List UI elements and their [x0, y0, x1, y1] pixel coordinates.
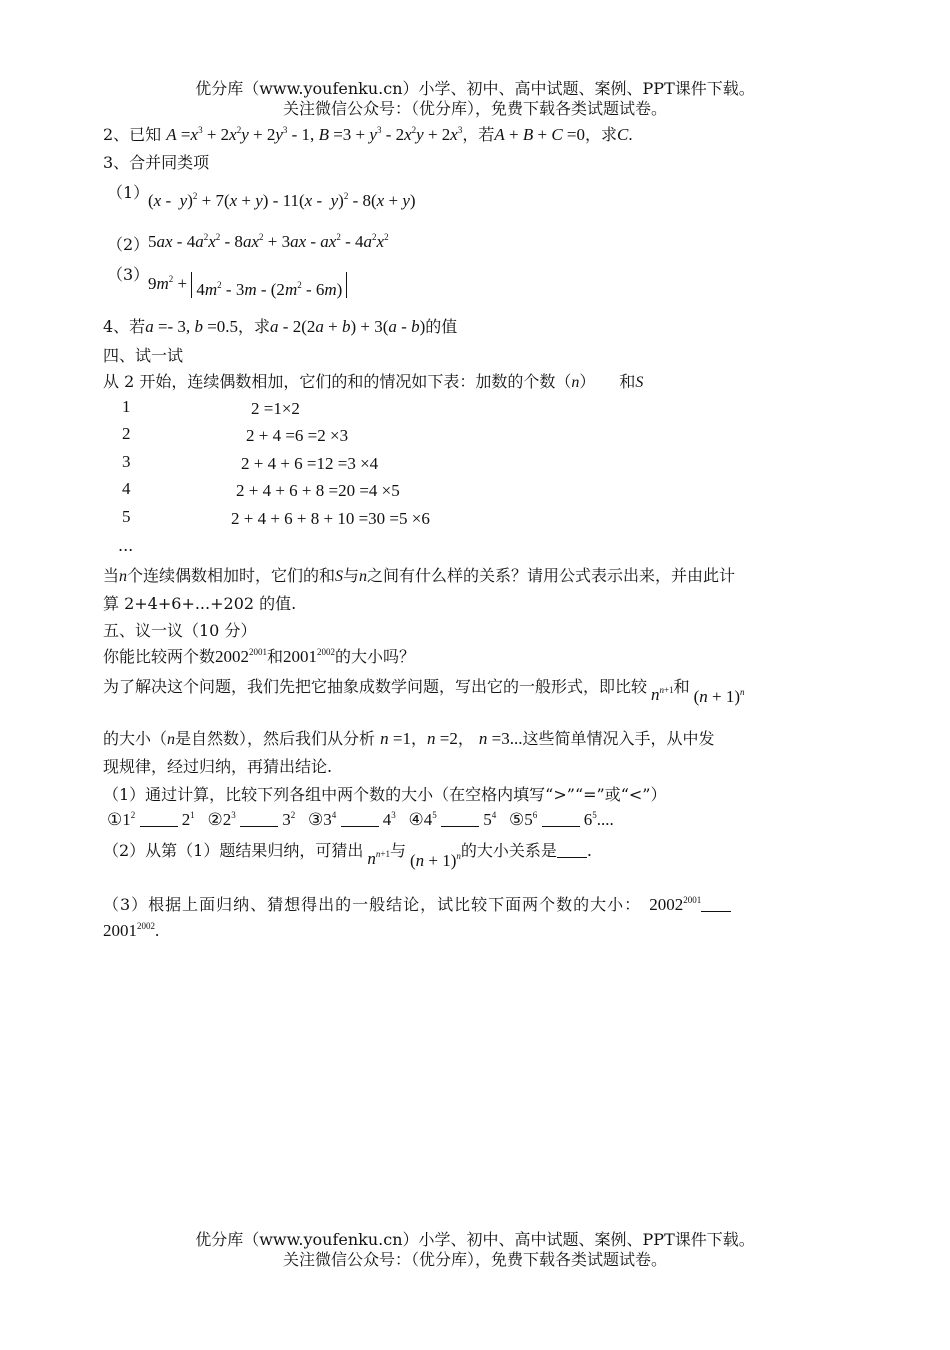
table-row-n: 2 [122, 424, 131, 443]
comparison-row: $①1^2$ $2^1$ $②2^3$ $3^2$ $③3^4$ $4^3$ $④4^5$ $5^4$ $⑤5^6$ $6^5$.... [107, 810, 614, 829]
table-row-s: 2 =1×2 [251, 399, 300, 418]
question-4: 4、若a =- 3, b =0.5，求a - 2(2a + b) + 3(a - b)的值 [103, 317, 458, 336]
table-row-s: 2 + 4 + 6 =12 =3 ×4 [241, 454, 379, 473]
q4-values: a =- 3, b =0.5 [145, 317, 239, 336]
answer-blank-6[interactable] [557, 856, 587, 858]
header-line-2: 关注微信公众号：（优分库），免费下载各类试题试卷。 [282, 99, 667, 118]
table-row-s: 2 + 4 + 6 + 8 + 10 =30 =5 ×6 [231, 509, 430, 528]
q2-formula-sum: A + B + C =0 [494, 125, 586, 144]
section-5-paragraph-1: 为了解决这个问题，我们先把它抽象成数学问题，写出它的一般形式，即比较 $n^{n+1}$和$(n + 1)^n$ [103, 677, 745, 706]
q3-label-1: （1） [107, 183, 150, 202]
answer-blank-3[interactable] [341, 825, 379, 827]
section-4-question-line2: 算 2+4+6+...+202 的值. [103, 594, 297, 613]
answer-blank-5[interactable] [542, 825, 580, 827]
sub-question-2: （2）从第（1）题结果归纳，可猜出 $n^{n+1}$与$(n + 1)^n$的大小关系是 . [103, 841, 592, 870]
table-ellipsis: ... [118, 536, 134, 555]
section-5-paragraph-2: 的大小（n是自然数），然后我们从分析 n =1，n =2， n =3...这些简单情况入手，从中发 [103, 729, 715, 748]
section-5-title: 五、议一议（10 分） [103, 621, 257, 640]
footer-line-2: 关注微信公众号：（优分库），免费下载各类试题试卷。 [282, 1250, 667, 1269]
q3-expression-3: $9m^2 + 4m^2 - 3m - (2m^2 - 6m)$ [148, 272, 347, 298]
answer-blank-1[interactable] [140, 825, 178, 827]
table-row-s: 2 + 4 =6 =2 ×3 [246, 426, 349, 445]
question-3-title: 3、合并同类项 [103, 153, 210, 172]
section-5-question: 你能比较两个数$2002^{2001}$和$2001^{2002}$的大小吗？ [103, 647, 416, 666]
q3-label-3: （3） [107, 265, 150, 284]
q3-expression-2: $5ax - 4a^2x^2 - 8ax^2 + 3ax - ax^2 - 4a^2x^2$ [148, 232, 389, 251]
section-4-title: 四、试一试 [103, 346, 184, 365]
q2-suffix: ，求 [585, 125, 618, 144]
footer-line-1: 优分库（www.youfenku.cn）小学、初中、高中试题、案例、PPT课件下载。 [195, 1230, 755, 1249]
sub-question-3: （3）根据上面归纳、猜想得出的一般结论，试比较下面两个数的大小： $2002^{2001}$ [103, 892, 731, 915]
answer-blank-2[interactable] [240, 825, 278, 827]
q2-mid: ，若 [462, 125, 495, 144]
table-row-n: 3 [122, 452, 131, 471]
section-4-question: 当n个连续偶数相加时，它们的和S与n之间有什么样的关系？请用公式表示出来，并由此计 [103, 566, 736, 585]
header-line-1: 优分库（www.youfenku.cn）小学、初中、高中试题、案例、PPT课件下载。 [195, 79, 755, 98]
q4-expression: a - 2(2a + b) + 3(a - b) [270, 317, 426, 336]
answer-blank-4[interactable] [441, 825, 479, 827]
question-2: 2、已知 $A =x^3 + 2x^2y + 2y^3 - 1$, $B =3 + y^3 - 2x^2y + 2x^3$，若A + B + C =0，求C. [103, 125, 633, 144]
q3-label-2: （2） [107, 235, 150, 254]
table-row-n: 5 [122, 507, 131, 526]
sub-question-3-line2: $2001^{2002}$. [103, 921, 160, 940]
answer-blank-7[interactable] [701, 910, 731, 912]
table-row-n: 1 [122, 397, 131, 416]
q3-expression-1: (x - y)$^2$ + 7(x + y) - 11(x - y)$^2$ - 8(x + y) [148, 191, 416, 210]
table-row-s: 2 + 4 + 6 + 8 =20 =4 ×5 [236, 481, 400, 500]
q2-formula-ab: $A =x^3 + 2x^2y + 2y^3 - 1$, $B =3 + y^3 - 2x^2y + 2x^3$ [166, 125, 463, 144]
sub-question-1: （1）通过计算，比较下列各组中两个数的大小（在空格内填写“>”“=”或“<”） [103, 785, 667, 804]
table-row-n: 4 [122, 479, 131, 498]
q2-prefix: 2、已知 [103, 125, 162, 144]
section-5-paragraph-3: 现规律，经过归纳，再猜出结论. [103, 757, 333, 776]
section-4-intro: 从 2 开始，连续偶数相加，它们的和的情况如下表：加数的个数（n） 和S [103, 372, 644, 391]
